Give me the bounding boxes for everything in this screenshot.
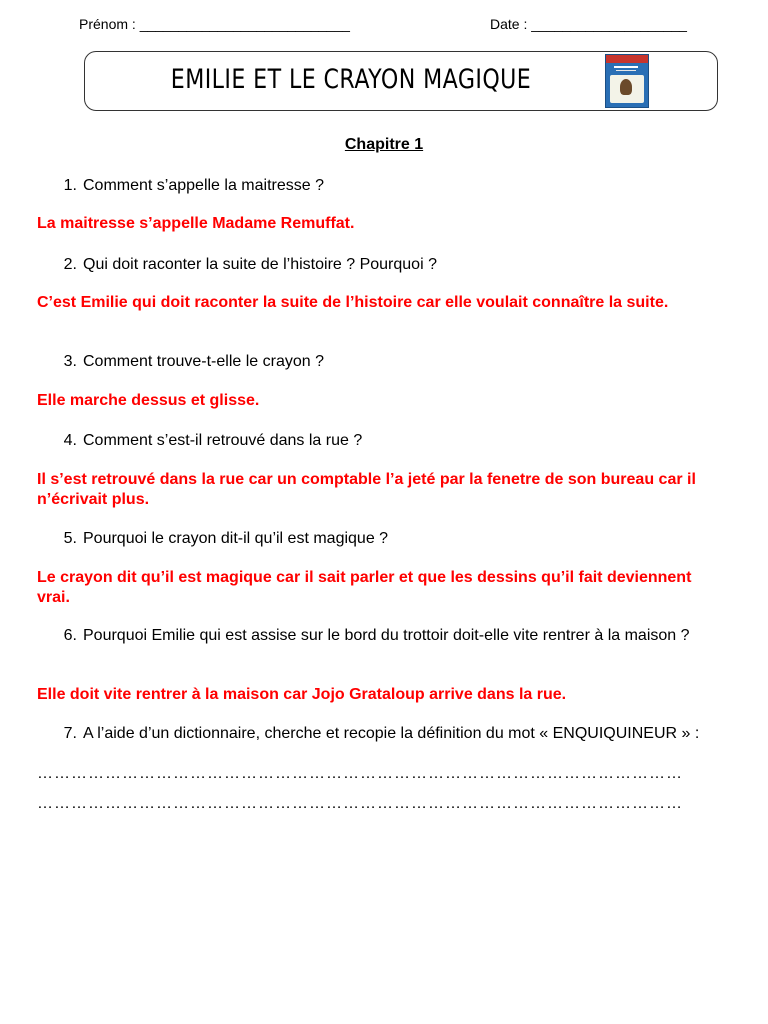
answer-3: Elle marche dessus et glisse. <box>37 392 260 409</box>
question-text: A l’aide d’un dictionnaire, cherche et recopie la définition du mot « ENQUIQUINEUR » : <box>83 725 700 742</box>
answer-5: Le crayon dit qu’il est magique car il sait parler et que les dessins qu’il fait deviennent vrai. <box>37 569 692 606</box>
question-number: 4. <box>63 432 77 449</box>
answer-1: La maitresse s’appelle Madame Remuffat. <box>37 215 355 232</box>
answer-2: C’est Emilie qui doit raconter la suite de l’histoire car elle voulait connaître la suite. <box>37 294 669 311</box>
question-text: Comment s’est-il retrouvé dans la rue ? <box>83 432 363 449</box>
question-text: Comment s’appelle la maitresse ? <box>83 177 324 194</box>
title-box <box>84 51 718 111</box>
question-number: 5. <box>63 530 77 547</box>
date-field[interactable]: Date : ____________________ <box>490 16 687 32</box>
question-text: Pourquoi le crayon dit-il qu’il est magique ? <box>83 530 389 547</box>
worksheet-title: EMILIE ET LE CRAYON MAGIQUE <box>170 64 532 95</box>
prenom-field[interactable]: Prénom : ___________________________ <box>79 16 350 32</box>
chapter-heading: Chapitre 1 <box>344 136 424 153</box>
question-number: 6. <box>63 627 77 644</box>
question-text: Comment trouve-t-elle le crayon ? <box>83 353 324 370</box>
answer-line-1[interactable]: …………………………………………………………………………………………………… <box>37 765 683 782</box>
question-text: Pourquoi Emilie qui est assise sur le bord du trottoir doit-elle vite rentrer à la maison ? <box>83 627 690 644</box>
answer-6: Elle doit vite rentrer à la maison car Jojo Grataloup arrive dans la rue. <box>37 686 567 703</box>
question-number: 3. <box>63 353 77 370</box>
answer-4: Il s’est retrouvé dans la rue car un comptable l’a jeté par la fenetre de son bureau car il n’écrivait plus. <box>37 471 696 508</box>
question-text: Qui doit raconter la suite de l’histoire ? Pourquoi ? <box>83 256 437 273</box>
question-number: 2. <box>63 256 77 273</box>
answer-line-2[interactable]: …………………………………………………………………………………………………… <box>37 795 683 812</box>
question-number: 7. <box>63 725 77 742</box>
book-cover-icon <box>605 54 649 108</box>
question-number: 1. <box>63 177 77 194</box>
